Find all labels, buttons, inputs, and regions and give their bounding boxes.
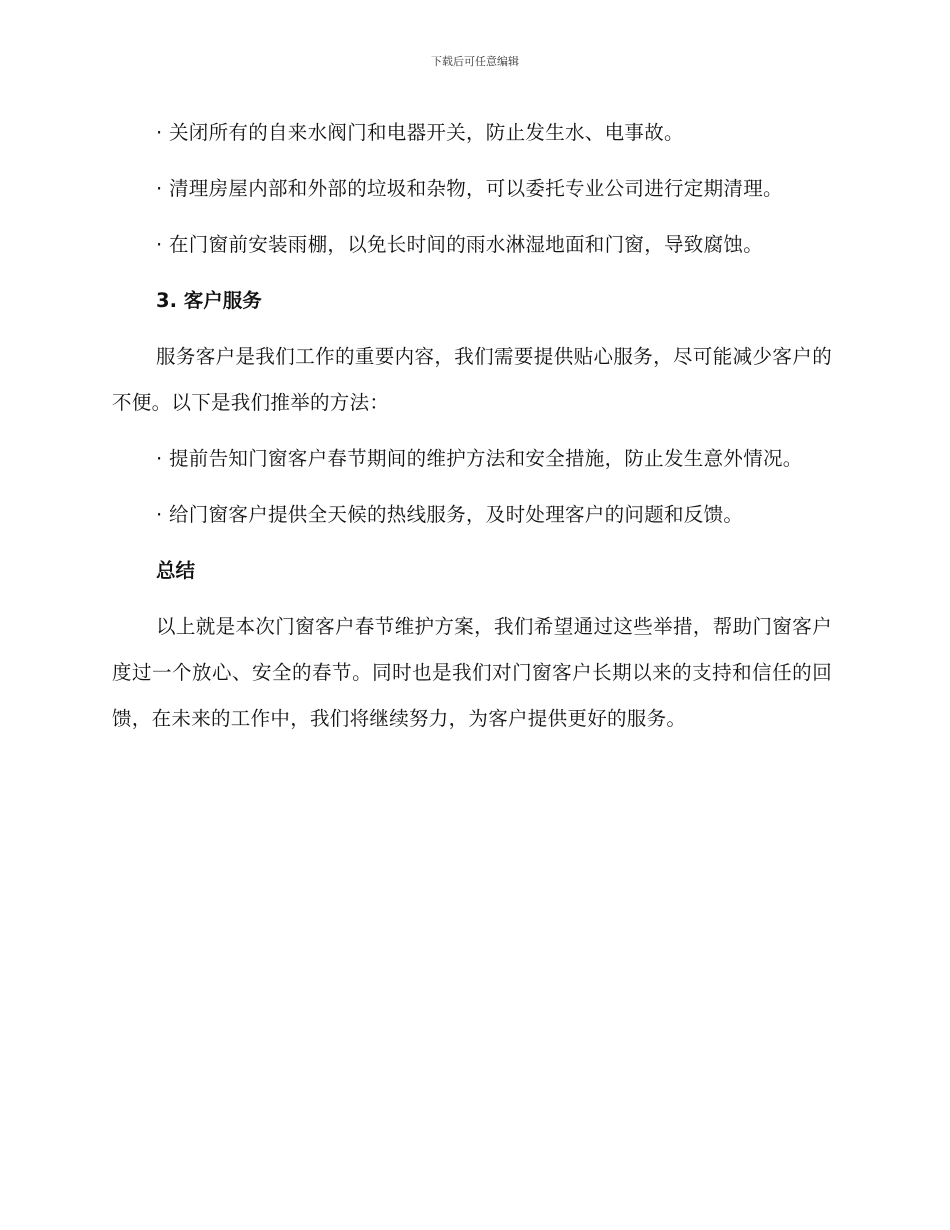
section-heading-customer-service: 3. 客户服务	[156, 289, 262, 312]
paragraph-notify-customers: · 提前告知门窗客户春节期间的维护方法和安全措施，防止发生意外情况。	[156, 447, 803, 470]
paragraph-install-awning: · 在门窗前安装雨棚，以免长时间的雨水淋湿地面和门窗，导致腐蚀。	[156, 233, 763, 256]
paragraph-clean-garbage: · 清理房屋内部和外部的垃圾和杂物，可以委托专业公司进行定期清理。	[156, 177, 783, 200]
paragraph-summary: 以上就是本次门窗客户春节维护方案，我们希望通过这些举措，帮助门窗客户度过一个放心、安全的春节。同时也是我们对门窗客户长期以来的支持和信任的回馈，在未来的工作中，我们将继续努力，为客户提供更好的服务。	[112, 615, 832, 730]
page-header: 下载后可任意编辑	[431, 55, 519, 68]
paragraph-hotline-service: · 给门窗客户提供全天候的热线服务，及时处理客户的问题和反馈。	[156, 503, 744, 526]
paragraph-service-intro: 服务客户是我们工作的重要内容，我们需要提供贴心服务，尽可能减少客户的不便。以下是我们推举的方法：	[112, 345, 832, 414]
section-heading-summary: 总结	[156, 559, 196, 582]
paragraph-close-valves: · 关闭所有的自来水阀门和电器开关，防止发生水、电事故。	[156, 121, 684, 144]
document-body	[112, 110, 832, 742]
